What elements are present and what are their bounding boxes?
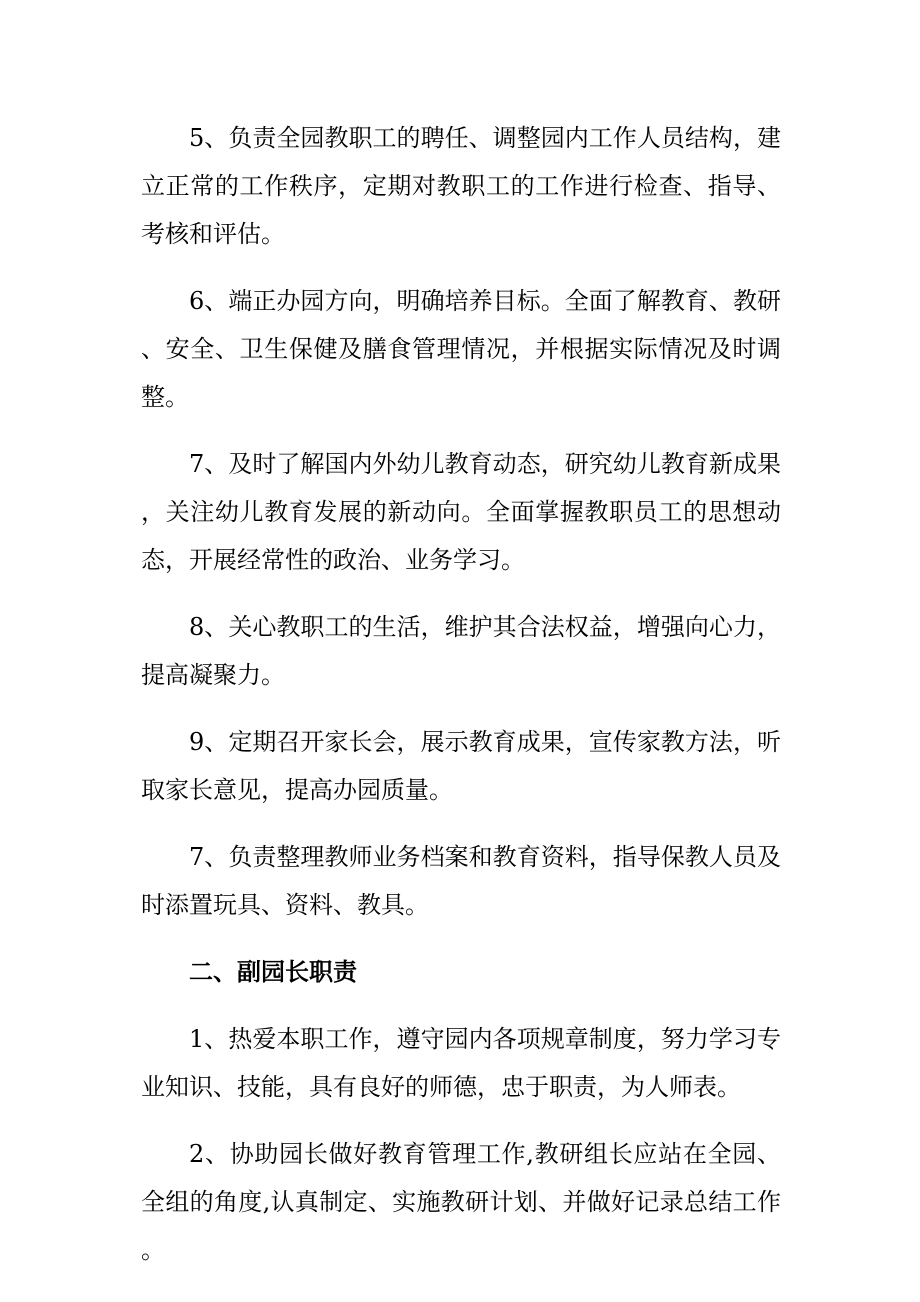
paragraph-item-7b: 7、负责整理教师业务档案和教育资料，指导保教人员及时添置玩具、资料、教具。 xyxy=(141,843,781,919)
paragraph-item-8: 8、关心教职工的生活，维护其合法权益，增强向心力，提高凝聚力。 xyxy=(141,613,781,689)
paragraph-item-6: 6、端正办园方向，明确培养目标。全面了解教育、教研、安全、卫生保健及膳食管理情况，并根据实际情况及时调整。 xyxy=(141,287,781,411)
paragraph-item-7: 7、及时了解国内外幼儿教育动态，研究幼儿教育新成果，关注幼儿教育发展的新动向。全面掌握教职员工的思想动态，开展经常性的政治、业务学习。 xyxy=(141,450,781,574)
paragraph-vice-item-2: 2、协助园长做好教育管理工作,教研组长应站在全园、全组的角度,认真制定、实施教研计划、并做好记录总结工作。 xyxy=(141,1140,781,1264)
paragraph-item-9: 9、定期召开家长会，展示教育成果，宣传家教方法，听取家长意见，提高办园质量。 xyxy=(141,728,781,804)
document-body xyxy=(141,114,781,1293)
paragraph-item-5: 5、负责全园教职工的聘任、调整园内工作人员结构，建立正常的工作秩序，定期对教职工的工作进行检查、指导、考核和评估。 xyxy=(141,124,781,248)
paragraph-vice-item-1: 1、热爱本职工作，遵守园内各项规章制度，努力学习专业知识、技能，具有良好的师德，忠于职责，为人师表。 xyxy=(141,1025,781,1101)
section-heading-vice-principal: 二、副园长职责 xyxy=(189,958,357,986)
